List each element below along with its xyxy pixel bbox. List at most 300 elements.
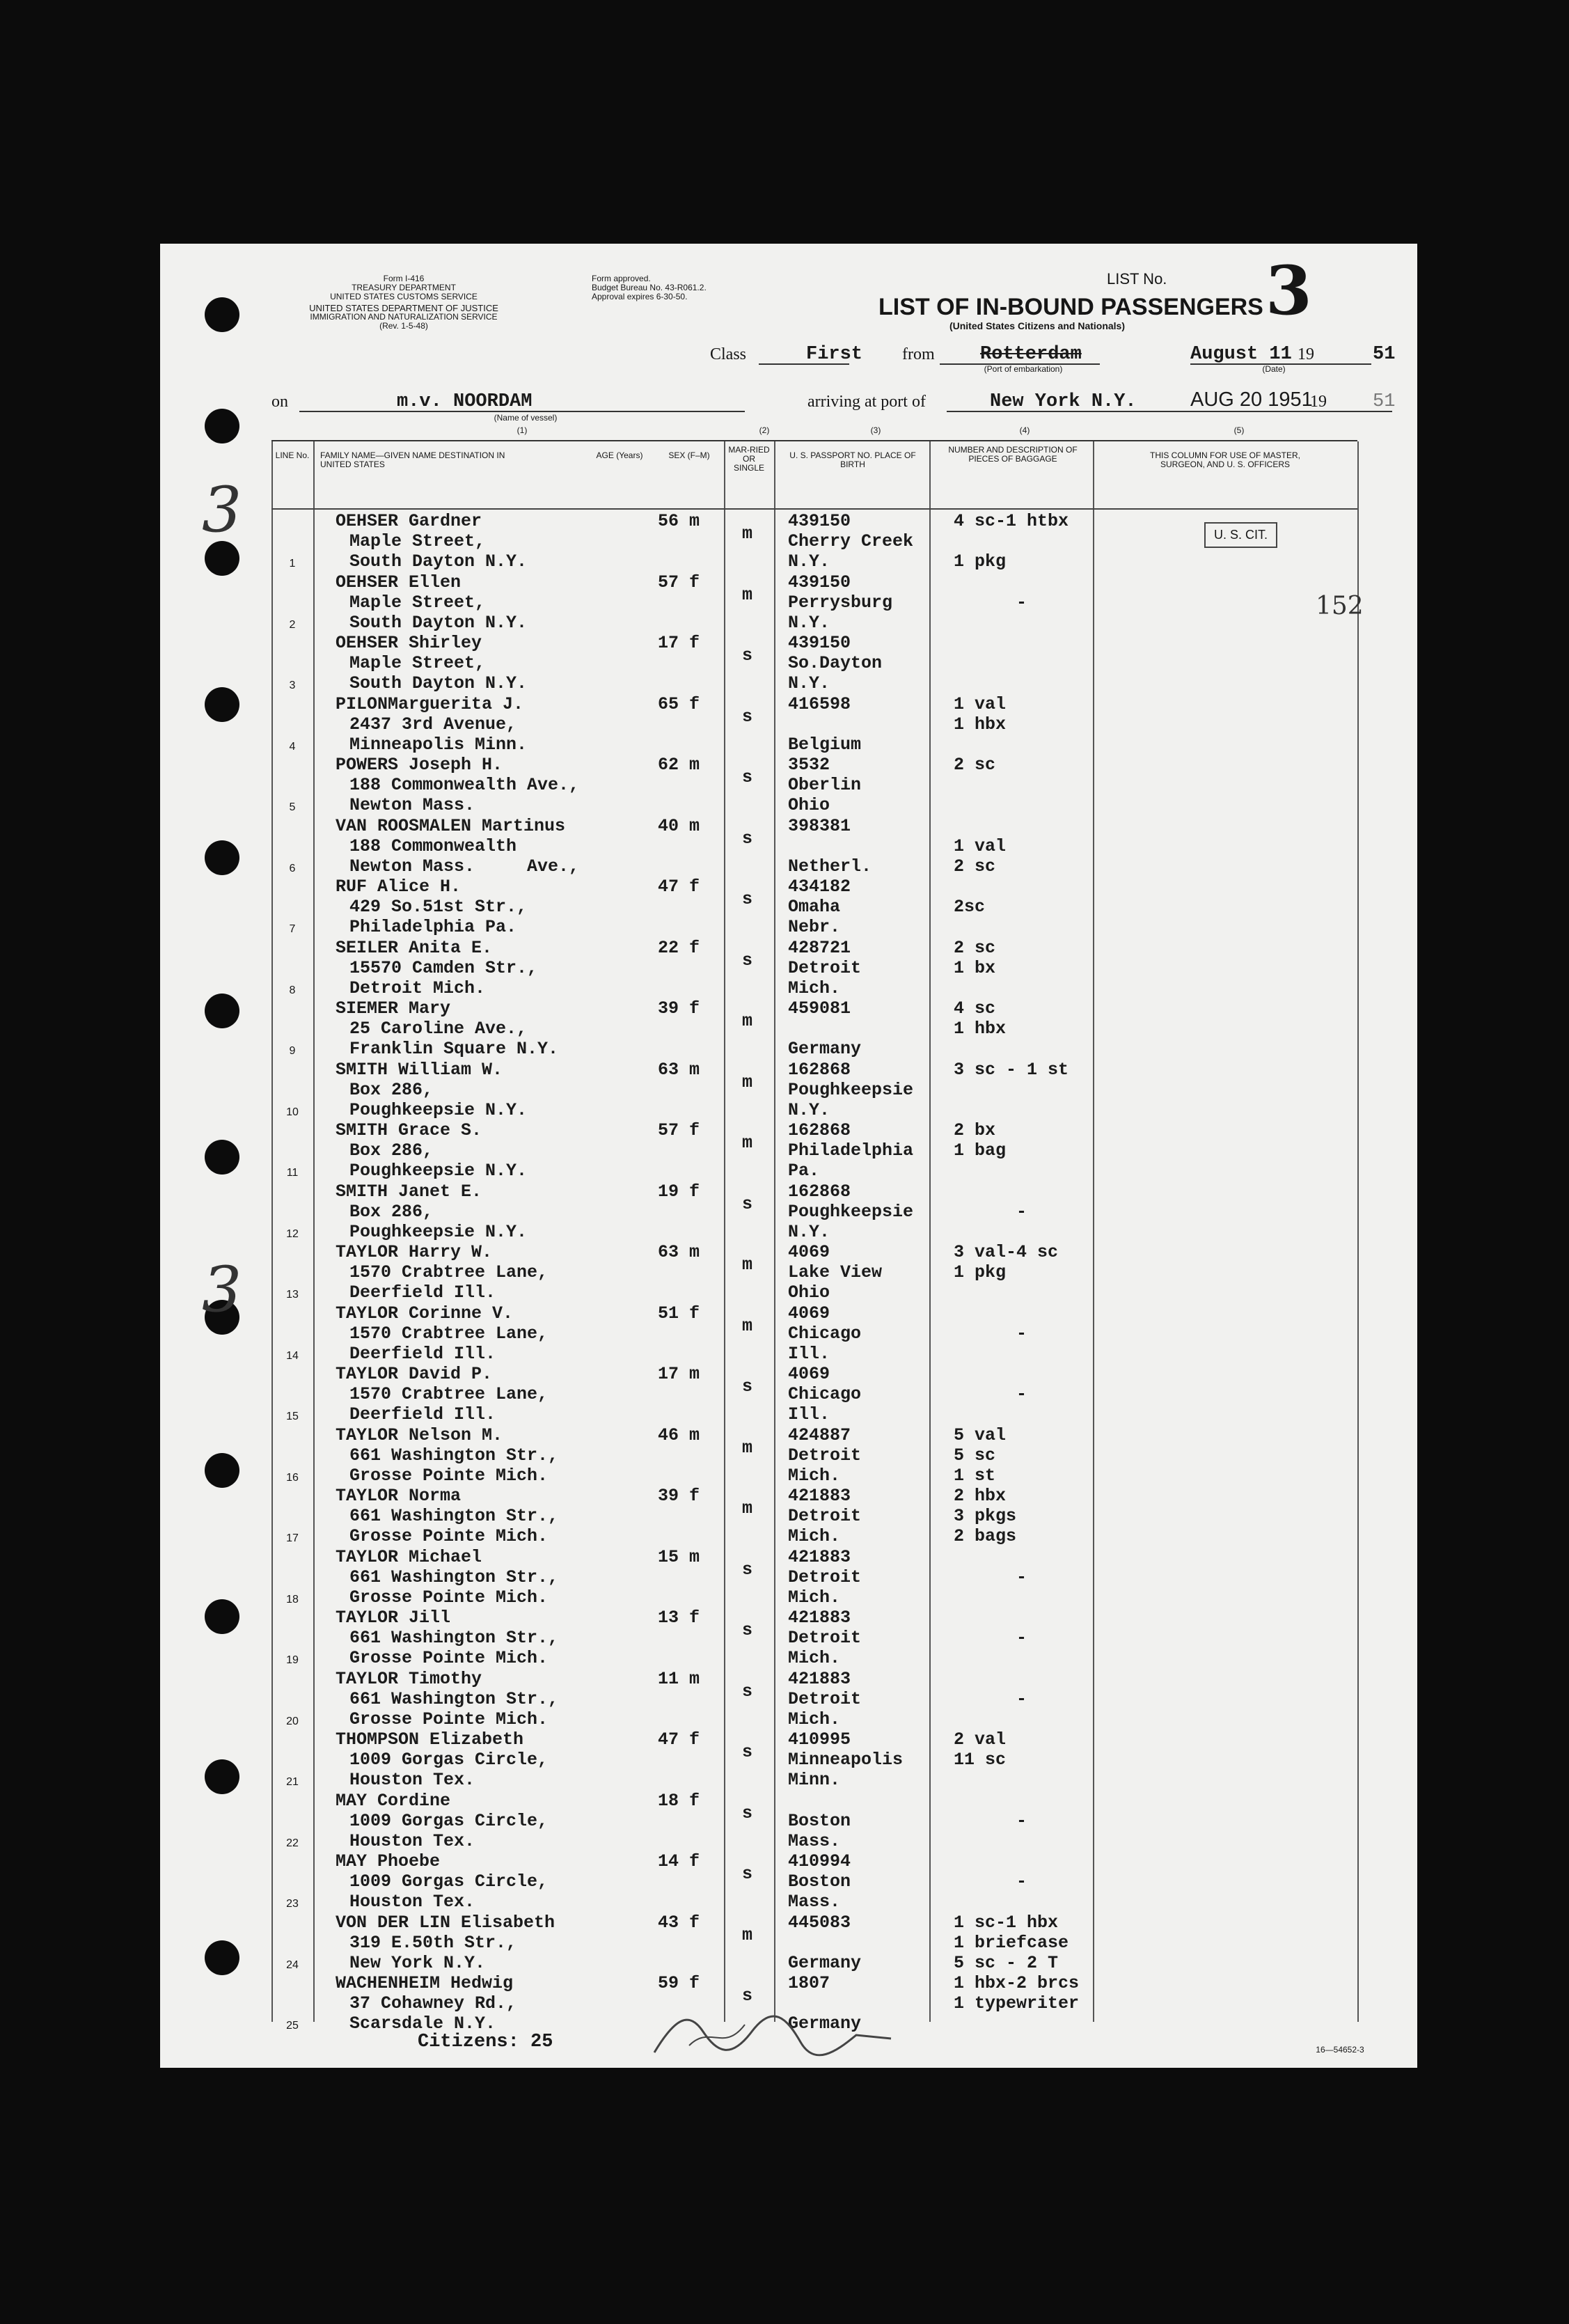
birthplace-region: Mich. [788, 1526, 841, 1546]
list-no-label: LIST No. [1107, 270, 1167, 288]
table-row [271, 1060, 1357, 1120]
birthplace-city: Detroit [788, 1688, 862, 1709]
age: 15 [658, 1546, 679, 1567]
punch-hole [205, 687, 239, 722]
form-subtitle: (United States Citizens and Nationals) [949, 320, 1126, 331]
sex: m [689, 1364, 700, 1384]
birthplace-city: Boston [788, 1810, 851, 1831]
address-street: 1570 Crabtree Lane, [349, 1262, 549, 1282]
baggage-line-2: 2sc [954, 897, 986, 917]
age: 43 [658, 1912, 679, 1933]
passenger-name: VAN ROOSMALEN Martinus [336, 815, 566, 836]
address-city: Newton Mass. [349, 795, 475, 815]
column-number-4: (4) [1019, 425, 1030, 435]
line-number: 19 [286, 1654, 299, 1666]
age: 62 [658, 755, 679, 775]
age: 63 [658, 1059, 679, 1080]
sex: m [689, 1546, 700, 1567]
arrival-date-stamp: AUG 20 1951 [1190, 388, 1313, 411]
address-street: Box 286, [349, 1140, 434, 1161]
baggage-line-2: 3 pkgs [954, 1506, 1017, 1526]
passenger-name: SIEMER Mary [336, 998, 451, 1019]
baggage-line-2: 5 sc [954, 1445, 996, 1466]
birthplace-region: Nebr. [788, 917, 841, 937]
table-row [271, 1364, 1357, 1424]
passport-number: 162868 [788, 1120, 851, 1140]
baggage-line-3: 2 sc [954, 856, 996, 877]
expiry-label: Approval expires 6-30-50. [592, 292, 688, 301]
table-row [271, 1608, 1357, 1668]
passport-number: 445083 [788, 1912, 851, 1933]
punch-hole [205, 1599, 239, 1634]
sex: m [689, 755, 700, 775]
on-label: on [271, 393, 288, 411]
passport-number: 4069 [788, 1364, 830, 1384]
line-number: 12 [286, 1227, 299, 1240]
address-city: South Dayton N.Y. [349, 612, 528, 633]
line-number: 10 [286, 1106, 299, 1118]
line-number: 9 [289, 1045, 296, 1057]
passenger-name: TAYLOR Michael [336, 1546, 482, 1567]
age: 19 [658, 1181, 679, 1202]
address-city: Houston Tex. [349, 1770, 475, 1790]
marital-status: m [742, 1315, 753, 1336]
sex: f [689, 1303, 700, 1324]
address-city: Grosse Pointe Mich. [349, 1648, 549, 1668]
passport-number: 421883 [788, 1668, 851, 1689]
address-city: Philadelphia Pa. [349, 917, 517, 937]
justice-label: UNITED STATES DEPARTMENT OF JUSTICE [309, 303, 498, 313]
passenger-name: TAYLOR David P. [336, 1364, 493, 1384]
baggage-line-2: - [1016, 1384, 1027, 1404]
address-street: 188 Commonwealth [349, 835, 517, 856]
line-number: 3 [289, 680, 296, 691]
passport-number: 459081 [788, 998, 851, 1019]
address-street: 2437 3rd Avenue, [349, 714, 517, 735]
age: 17 [658, 633, 679, 653]
sex: f [689, 1973, 700, 1993]
baggage-line-2: 1 typewriter [954, 1993, 1080, 2013]
table-row [271, 877, 1357, 937]
sex: m [689, 1242, 700, 1262]
passport-number: 421883 [788, 1546, 851, 1567]
sex: f [689, 1486, 700, 1506]
passenger-name: TAYLOR Norma [336, 1486, 462, 1506]
arriving-label: arriving at port of [807, 393, 926, 411]
line-number: 1 [289, 558, 296, 570]
passport-number: 410995 [788, 1729, 851, 1750]
column-number-3: (3) [870, 425, 881, 435]
birthplace-region: Mich. [788, 1587, 841, 1608]
marital-status: s [742, 1620, 753, 1640]
marital-status: m [742, 1071, 753, 1092]
birthplace-region: Mich. [788, 1465, 841, 1486]
address-street: 25 Caroline Ave., [349, 1019, 528, 1039]
passport-number: 439150 [788, 572, 851, 592]
address-street: 1009 Gorgas Circle, [349, 1871, 549, 1892]
date-year: 51 [1373, 344, 1396, 365]
baggage-line-2: 1 bx [954, 957, 996, 978]
margin-mark-top: 3 [202, 473, 242, 547]
passport-number: 1807 [788, 1973, 830, 1993]
marital-status: s [742, 706, 753, 727]
birthplace-city: Detroit [788, 1445, 862, 1466]
punch-hole [205, 840, 239, 875]
passport-number: 4069 [788, 1242, 830, 1262]
passport-number: 162868 [788, 1059, 851, 1080]
baggage-line-3: 1 st [954, 1465, 996, 1486]
ins-label: IMMIGRATION AND NATURALIZATION SERVICE [310, 312, 498, 322]
passenger-name: OEHSER Shirley [336, 633, 482, 653]
birthplace-region: Mich. [788, 1709, 841, 1729]
column-number-1: (1) [517, 425, 528, 435]
baggage-line-1: 1 hbx-2 brcs [954, 1973, 1080, 1993]
date-value: August 11 [1190, 344, 1292, 365]
birthplace-city: Perrysburg [788, 592, 893, 613]
baggage-line-1: 4 sc [954, 998, 996, 1019]
line-number: 11 [286, 1167, 299, 1179]
marital-status: s [742, 645, 753, 666]
birthplace-city: Detroit [788, 1628, 862, 1648]
birthplace-region: N.Y. [788, 1099, 830, 1120]
marital-status: s [742, 767, 753, 787]
baggage-line-1: 2 sc [954, 937, 996, 958]
passenger-table [271, 440, 1357, 2034]
passport-number: 428721 [788, 937, 851, 958]
age: 22 [658, 937, 679, 958]
baggage-line-1: 3 sc - 1 st [954, 1059, 1069, 1080]
column-number-5: (5) [1233, 425, 1245, 435]
baggage-line-1: 5 val [954, 1424, 1007, 1445]
approval-label: Form approved. [592, 274, 651, 283]
address-street: 661 Washington Str., [349, 1628, 559, 1648]
address-street: 188 Commonwealth Ave., [349, 775, 580, 795]
birthplace-region: Mass. [788, 1830, 841, 1851]
marital-status: s [742, 1864, 753, 1884]
baggage-line-2: 1 briefcase [954, 1932, 1069, 1953]
line-number: 8 [289, 984, 296, 996]
marital-status: s [742, 1986, 753, 2006]
citizen-stamp: U. S. CIT. [1204, 522, 1277, 548]
baggage-line-1: 3 val-4 sc [954, 1242, 1059, 1262]
address-street: 15570 Camden Str., [349, 957, 538, 978]
birthplace-region: Belgium [788, 734, 862, 755]
sex: f [689, 1181, 700, 1202]
address-street: 1009 Gorgas Circle, [349, 1750, 549, 1770]
marital-status: m [742, 584, 753, 605]
table-row [271, 1303, 1357, 1364]
birthplace-city: Lake View [788, 1262, 883, 1282]
line-number: 2 [289, 618, 296, 631]
col-age: AGE (Years) [596, 450, 643, 460]
passenger-name: THOMPSON Elizabeth [336, 1729, 524, 1750]
marital-status: s [742, 828, 753, 849]
line-number: 18 [286, 1593, 299, 1605]
sex: f [689, 693, 700, 714]
passenger-name: PILONMarguerita J. [336, 693, 524, 714]
margin-mark-mid: 3 [202, 1253, 242, 1326]
line-number: 21 [286, 1776, 299, 1788]
punch-hole [205, 409, 239, 443]
address-city: New York N.Y. [349, 1952, 486, 1973]
address-city: South Dayton N.Y. [349, 551, 528, 572]
address-city: Houston Tex. [349, 1830, 475, 1851]
table-row [271, 755, 1357, 815]
class-label: Class [710, 345, 747, 363]
birthplace-region: Mich. [788, 1648, 841, 1668]
arrival-year: 51 [1373, 391, 1396, 412]
passenger-name: OEHSER Ellen [336, 572, 462, 592]
birthplace-region: Mass. [788, 1892, 841, 1912]
baggage-line-1: 1 sc-1 hbx [954, 1912, 1059, 1933]
age: 57 [658, 572, 679, 592]
from-value: Rotterdam [980, 344, 1082, 365]
baggage-line-2: - [1016, 1871, 1027, 1892]
baggage-line-2: 1 val [954, 835, 1007, 856]
table-row [271, 938, 1357, 998]
passport-number: 398381 [788, 815, 851, 836]
col-line: LINE No. [275, 450, 310, 460]
address-street: 319 E.50th Str., [349, 1932, 517, 1953]
address-street: Maple Street, [349, 592, 486, 613]
table-row [271, 1181, 1357, 1242]
birthplace-city: Omaha [788, 897, 841, 917]
age: 13 [658, 1608, 679, 1628]
punch-hole [205, 1759, 239, 1794]
passenger-name: TAYLOR Timothy [336, 1668, 482, 1689]
passenger-name: SMITH Grace S. [336, 1120, 482, 1140]
age: 11 [658, 1668, 679, 1689]
printer-code: 16—54652-3 [1316, 2045, 1364, 2055]
customs-label: UNITED STATES CUSTOMS SERVICE [330, 292, 478, 301]
address-city: Deerfield Ill. [349, 1404, 496, 1424]
passport-number: 410994 [788, 1851, 851, 1871]
passenger-name: TAYLOR Corinne V. [336, 1303, 514, 1324]
baggage-line-2: 1 bag [954, 1140, 1007, 1161]
revision-label: (Rev. 1-5-48) [379, 321, 428, 331]
marital-status: m [742, 1011, 753, 1031]
age: 46 [658, 1424, 679, 1445]
address-street: Maple Street, [349, 653, 486, 673]
address-street: Box 286, [349, 1079, 434, 1100]
passport-number: 434182 [788, 877, 851, 897]
from-caption: (Port of embarkation) [984, 364, 1063, 374]
address-street: Box 286, [349, 1201, 434, 1222]
table-row [271, 1851, 1357, 1912]
sex: m [689, 1059, 700, 1080]
baggage-line-2: 1 hbx [954, 714, 1007, 735]
age: 39 [658, 998, 679, 1019]
marital-status: s [742, 1803, 753, 1823]
baggage-line-2: 1 pkg [954, 1262, 1007, 1282]
birthplace-region: N.Y. [788, 1221, 830, 1242]
line-number: 25 [286, 2020, 299, 2032]
birthplace-city: Cherry Creek [788, 531, 914, 551]
birthplace-region: Ill. [788, 1404, 830, 1424]
table-row [271, 1547, 1357, 1608]
table-row [271, 998, 1357, 1059]
birthplace-city: Oberlin [788, 775, 862, 795]
passenger-name: OEHSER Gardner [336, 511, 482, 531]
address-city: Poughkeepsie N.Y. [349, 1221, 528, 1242]
age: 57 [658, 1120, 679, 1140]
table-row [271, 1729, 1357, 1790]
birthplace-region: Ohio [788, 795, 830, 815]
table-row [271, 1425, 1357, 1486]
address-city: Minneapolis Minn. [349, 734, 528, 755]
address-city: South Dayton N.Y. [349, 673, 528, 693]
officer-signature [647, 2004, 898, 2066]
page-count: 152 [1316, 592, 1364, 620]
passenger-name: TAYLOR Harry W. [336, 1242, 493, 1262]
marital-status: m [742, 1498, 753, 1518]
sex: f [689, 572, 700, 592]
birthplace-region: Ill. [788, 1343, 830, 1364]
marital-status: m [742, 1255, 753, 1275]
date-year-prefix: 19 [1298, 345, 1314, 363]
address-street: 661 Washington Str., [349, 1688, 559, 1709]
address-city: Grosse Pointe Mich. [349, 1526, 549, 1546]
passport-number: 3532 [788, 755, 830, 775]
age: 65 [658, 693, 679, 714]
baggage-line-1: 1 val [954, 693, 1007, 714]
address-street: 429 So.51st Str., [349, 897, 528, 917]
table-row [271, 633, 1357, 693]
birthplace-region: N.Y. [788, 612, 830, 633]
birthplace-city: Poughkeepsie [788, 1079, 914, 1100]
line-number: 4 [289, 740, 296, 753]
address-city: Newton Mass. Ave., [349, 856, 580, 877]
baggage-line-2: - [1016, 1323, 1027, 1344]
age: 40 [658, 815, 679, 836]
passenger-name: MAY Cordine [336, 1790, 451, 1811]
table-row [271, 694, 1357, 755]
sex: f [689, 877, 700, 897]
baggage-line-2: 11 sc [954, 1750, 1007, 1770]
line-number: 15 [286, 1411, 299, 1422]
marital-status: s [742, 1376, 753, 1397]
table-row [271, 1913, 1357, 1973]
baggage-line-3: 2 bags [954, 1526, 1017, 1546]
address-city: Detroit Mich. [349, 978, 486, 998]
arrival-year-prefix: 19 [1310, 393, 1327, 411]
table-row [271, 1486, 1357, 1546]
baggage-line-2: - [1016, 1567, 1027, 1587]
marital-status: s [742, 1742, 753, 1762]
baggage-line-1: 4 sc-1 htbx [954, 511, 1069, 531]
sex: f [689, 1608, 700, 1628]
marital-status: m [742, 1924, 753, 1945]
vessel-caption: (Name of vessel) [494, 413, 558, 423]
passenger-name: POWERS Joseph H. [336, 755, 503, 775]
baggage-line-1: 2 val [954, 1729, 1007, 1750]
birthplace-region: N.Y. [788, 551, 830, 572]
marital-status: m [742, 1133, 753, 1153]
passenger-name: VON DER LIN Elisabeth [336, 1912, 555, 1933]
column-number-2: (2) [759, 425, 770, 435]
table-row [271, 572, 1357, 633]
marital-status: m [742, 524, 753, 544]
baggage-line-1: 2 bx [954, 1120, 996, 1140]
address-city: Grosse Pointe Mich. [349, 1709, 549, 1729]
birthplace-region: Germany [788, 2013, 862, 2034]
birthplace-region: Ohio [788, 1282, 830, 1303]
line-number: 24 [286, 1958, 299, 1971]
agency-block [265, 274, 543, 331]
passport-number: 439150 [788, 633, 851, 653]
sex: m [689, 511, 700, 531]
address-city: Scarsdale N.Y. [349, 2013, 496, 2034]
birthplace-region: N.Y. [788, 673, 830, 693]
birthplace-region: Pa. [788, 1161, 820, 1181]
birthplace-region: Mich. [788, 978, 841, 998]
manifest-sheet [160, 244, 1417, 2068]
line-number: 14 [286, 1349, 299, 1362]
baggage-line-2: - [1016, 1810, 1027, 1831]
col-baggage: NUMBER AND DESCRIPTION OF PIECES OF BAGGAGE [948, 445, 1078, 464]
baggage-line-2: - [1016, 1688, 1027, 1709]
age: 51 [658, 1303, 679, 1324]
sex: f [689, 1120, 700, 1140]
address-street: 661 Washington Str., [349, 1506, 559, 1526]
address-street: 37 Cohawney Rd., [349, 1993, 517, 2013]
age: 39 [658, 1486, 679, 1506]
baggage-line-3: 1 pkg [954, 551, 1007, 572]
col-officers: THIS COLUMN FOR USE OF MASTER, SURGEON, AND U. S. OFFICERS [1149, 450, 1300, 469]
age: 18 [658, 1790, 679, 1811]
passenger-name: SEILER Anita E. [336, 937, 493, 958]
baggage-line-1: 2 sc [954, 755, 996, 775]
address-street: 661 Washington Str., [349, 1567, 559, 1587]
line-number: 23 [286, 1898, 299, 1910]
address-street: 661 Washington Str., [349, 1445, 559, 1466]
passenger-name: SMITH William W. [336, 1059, 503, 1080]
sex: f [689, 937, 700, 958]
citizens-count: Citizens: 25 [418, 2032, 553, 2052]
passenger-name: SMITH Janet E. [336, 1181, 482, 1202]
marital-status: m [742, 1437, 753, 1458]
baggage-line-2: - [1016, 1201, 1027, 1222]
punch-hole [205, 994, 239, 1028]
table-row [271, 1120, 1357, 1181]
punch-hole [205, 297, 239, 332]
passport-number: 162868 [788, 1181, 851, 1202]
approval-block [592, 274, 801, 301]
marital-status: s [742, 1681, 753, 1702]
birthplace-city: Detroit [788, 1567, 862, 1587]
baggage-line-1: 2 hbx [954, 1486, 1007, 1506]
age: 47 [658, 1729, 679, 1750]
passenger-name: WACHENHEIM Hedwig [336, 1973, 514, 1993]
address-city: Franklin Square N.Y. [349, 1039, 559, 1059]
age: 14 [658, 1851, 679, 1871]
treasury-label: TREASURY DEPARTMENT [352, 283, 456, 292]
line-number: 22 [286, 1837, 299, 1849]
line-number: 7 [289, 923, 296, 935]
form-number: Form I-416 [383, 274, 425, 283]
baggage-line-2: - [1016, 592, 1027, 613]
sex: f [689, 1912, 700, 1933]
address-city: Deerfield Ill. [349, 1343, 496, 1364]
marital-status: s [742, 889, 753, 909]
birthplace-city: Detroit [788, 957, 862, 978]
age: 63 [658, 1242, 679, 1262]
birthplace-city: Philadelphia [788, 1140, 914, 1161]
sex: m [689, 815, 700, 836]
marital-status: s [742, 1559, 753, 1580]
line-number: 13 [286, 1289, 299, 1301]
line-number: 17 [286, 1532, 299, 1544]
